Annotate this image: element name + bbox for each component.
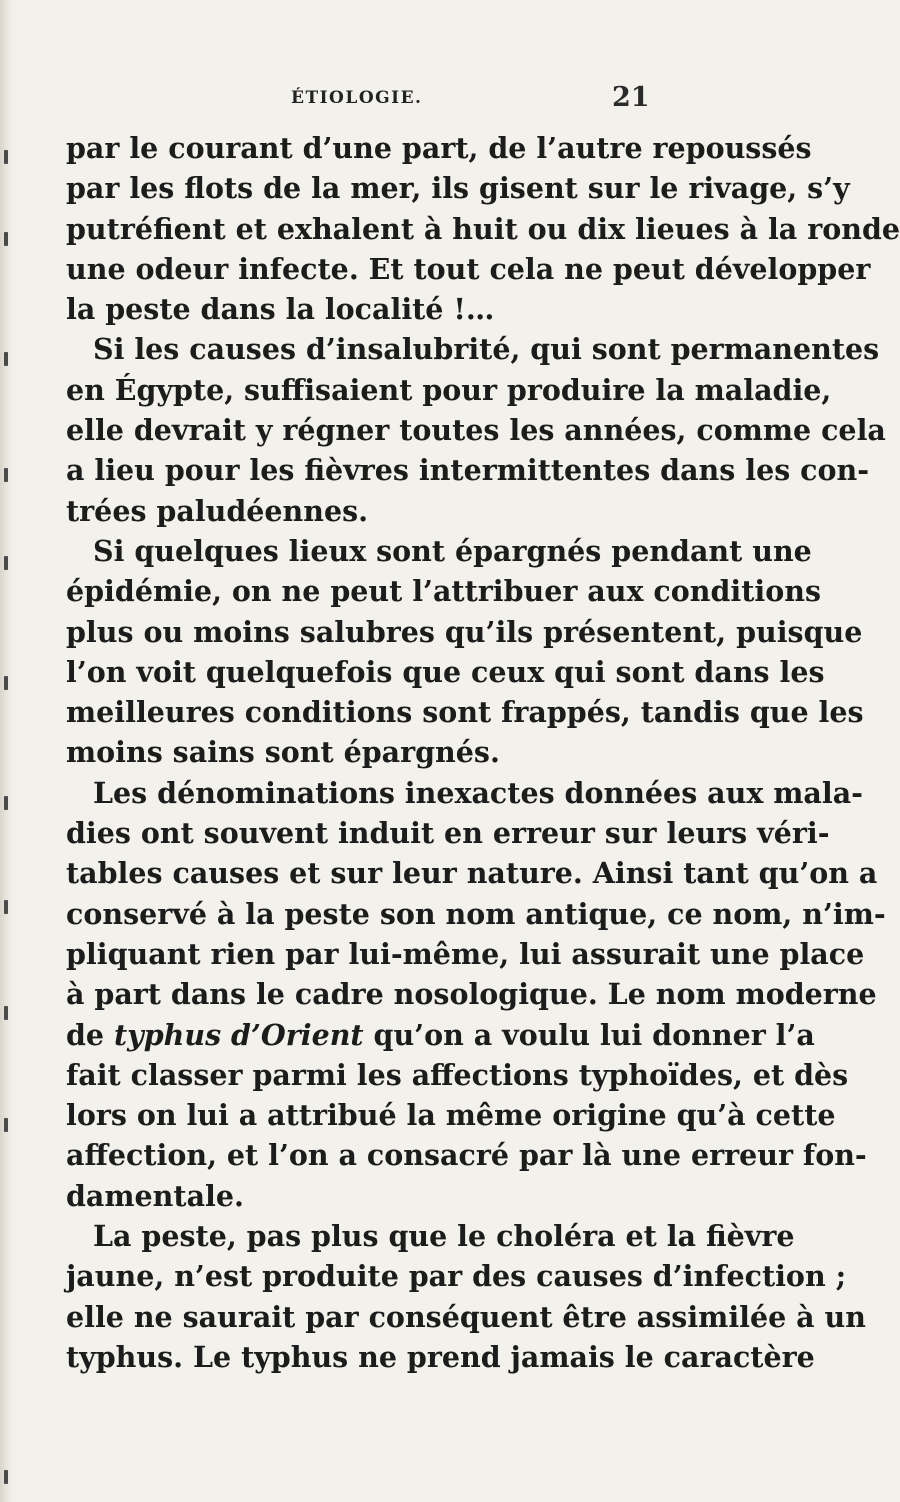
binding-mark (4, 556, 8, 570)
binding-mark (4, 676, 8, 690)
text-line-italic (66, 1015, 815, 1055)
binding-mark (4, 1006, 8, 1020)
text-line: lors on lui a attribué la même origine qu’à cette (66, 1098, 836, 1133)
text-line: La peste, pas plus que le choléra et la fièvre (93, 1219, 795, 1254)
text-line: putréfient et exhalent à huit ou dix lieues à la ronde (66, 211, 900, 246)
text-line: épidémie, on ne peut l’attribuer aux conditions (66, 574, 822, 609)
page-number: 21 (612, 82, 650, 113)
text-line: à part dans le cadre nosologique. Le nom moderne (66, 977, 877, 1012)
text-line: a lieu pour les fièvres intermittentes dans les con- (66, 453, 870, 488)
text-line: elle ne saurait par conséquent être assimilée à un (66, 1299, 867, 1334)
text-run: qu’on a voulu lui donner l’a (363, 1017, 815, 1052)
text-line: l’on voit quelquefois que ceux qui sont dans les (66, 654, 825, 689)
text-line: affection, et l’on a consacré par là une erreur fon- (66, 1138, 867, 1173)
italic-term: typhus d’Orient (113, 1017, 364, 1052)
binding-mark (4, 352, 8, 366)
text-line: moins sains sont épargnés. (66, 735, 500, 770)
text-line: typhus. Le typhus ne prend jamais le caractère (66, 1339, 815, 1374)
text-line: dies ont souvent induit en erreur sur leurs véri- (66, 816, 830, 851)
binding-mark (4, 150, 8, 164)
text-line: trées paludéennes. (66, 493, 369, 528)
page-header (0, 82, 800, 118)
binding-mark (4, 232, 8, 246)
text-line: par les flots de la mer, ils gisent sur le rivage, s’y (66, 171, 850, 206)
text-line: Si les causes d’insalubrité, qui sont permanentes (93, 332, 880, 367)
text-line: jaune, n’est produite par des causes d’infection ; (66, 1259, 847, 1294)
running-title: ÉTIOLOGIE. (291, 88, 423, 108)
binding-mark (4, 1470, 8, 1484)
binding-mark (4, 1118, 8, 1132)
text-line: Les dénominations inexactes données aux mala- (93, 775, 864, 810)
binding-mark (4, 900, 8, 914)
text-line: meilleures conditions sont frappés, tandis que les (66, 695, 864, 730)
page-left-edge (0, 0, 14, 1502)
binding-mark (4, 468, 8, 482)
text-line: pliquant rien par lui-même, lui assurait une place (66, 936, 865, 971)
text-run: de (66, 1017, 114, 1052)
binding-mark (4, 796, 8, 810)
body-text (66, 128, 900, 1377)
text-line: elle devrait y régner toutes les années, comme cela (66, 413, 886, 448)
text-line: en Égypte, suffisaient pour produire la maladie, (66, 372, 832, 407)
text-line: Si quelques lieux sont épargnés pendant une (93, 533, 812, 568)
text-line: tables causes et sur leur nature. Ainsi tant qu’on a (66, 856, 878, 891)
text-line: damentale. (66, 1178, 244, 1213)
text-line: la peste dans la localité !… (66, 292, 495, 327)
text-line: conservé à la peste son nom antique, ce nom, n’im- (66, 896, 886, 931)
text-line: fait classer parmi les affections typhoïdes, et dès (66, 1057, 849, 1092)
text-line: plus ou moins salubres qu’ils présentent, puisque (66, 614, 863, 649)
text-line: une odeur infecte. Et tout cela ne peut développer (66, 251, 871, 286)
text-line: par le courant d’une part, de l’autre repoussés (66, 131, 812, 165)
